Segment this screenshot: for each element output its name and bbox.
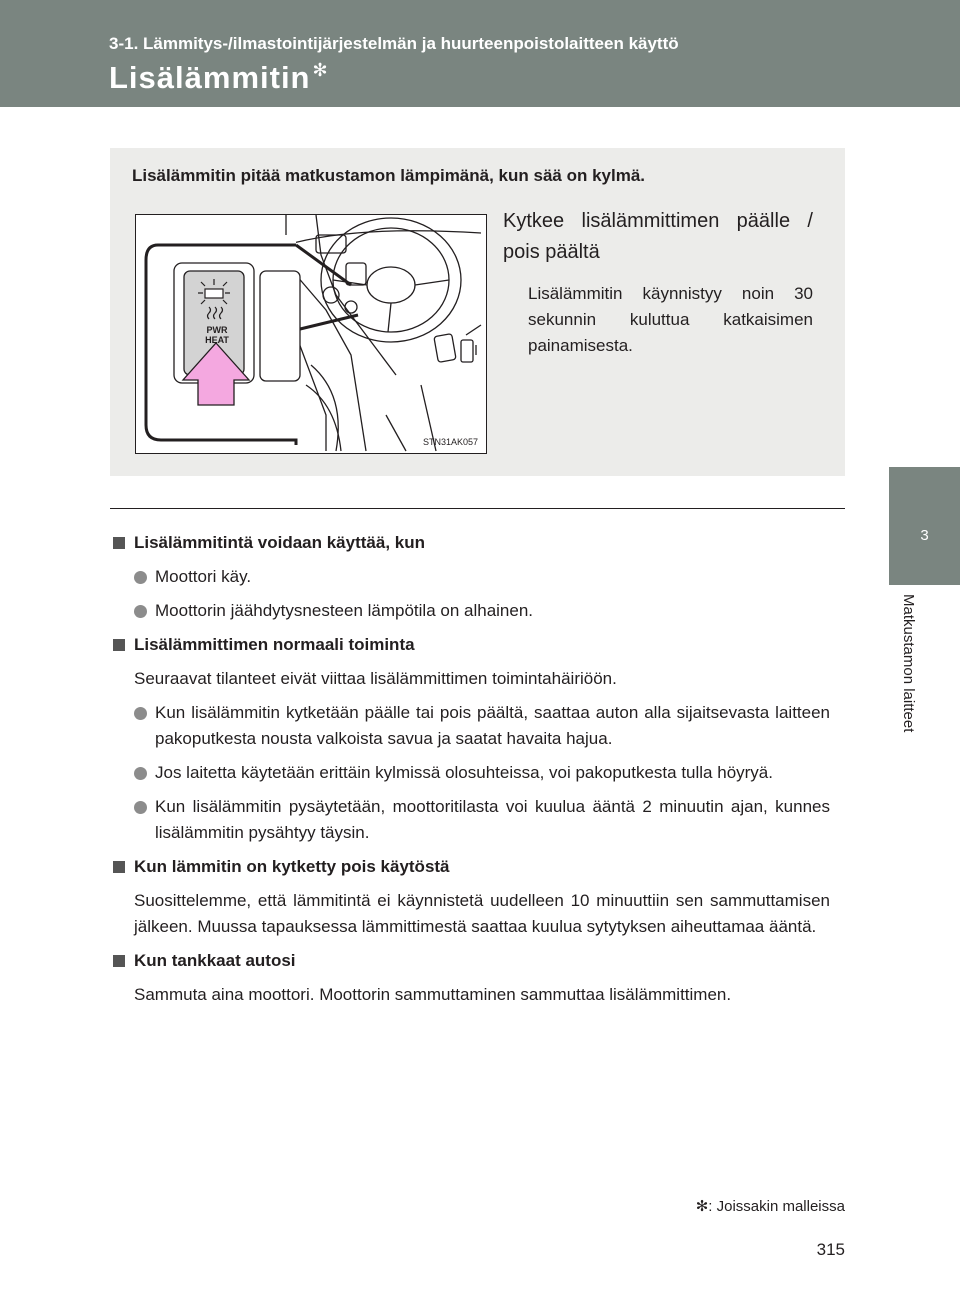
page-header bbox=[0, 0, 960, 107]
paragraph: Suosittelemme, että lämmitintä ei käynnistetä uudelleen 10 minuuttiin sen sammuttamisen jälkeen. Muussa tapauksessa lämmittimestä saattaa kuulua sytytyksen aiheuttamaa ääntä. bbox=[134, 891, 830, 936]
dashboard-illustration bbox=[136, 215, 486, 453]
button-label-heat: HEAT bbox=[205, 335, 229, 345]
square-bullet-icon bbox=[113, 537, 125, 549]
section-heading bbox=[110, 530, 830, 556]
circle-bullet-icon bbox=[134, 801, 147, 814]
bullet-text: Moottori käy. bbox=[155, 567, 252, 586]
content bbox=[110, 530, 830, 1016]
section-heading bbox=[110, 632, 830, 658]
circle-bullet-icon bbox=[134, 571, 147, 584]
button-label bbox=[202, 325, 232, 345]
bullet-text: Kun lisälämmitin pysäytetään, moottoritilasta voi kuulua ääntä 2 minuutin ajan, kunnes lisälämmitin pysähtyy täysin. bbox=[155, 797, 830, 842]
bullet-text: Jos laitetta käytetään erittäin kylmissä olosuhteissa, voi pakoputkesta tulla höyryä. bbox=[155, 763, 773, 782]
bullet-text: Moottorin jäähdytysnesteen lämpötila on alhainen. bbox=[155, 601, 534, 620]
square-bullet-icon bbox=[113, 861, 125, 873]
bullet-item bbox=[110, 760, 830, 786]
heading-text: Kun tankkaat autosi bbox=[134, 951, 296, 970]
button-label-pwr: PWR bbox=[206, 325, 228, 335]
heater-switch-figure bbox=[135, 214, 487, 454]
bullet-item bbox=[110, 794, 830, 846]
divider bbox=[110, 508, 845, 509]
square-bullet-icon bbox=[113, 639, 125, 651]
heading-text: Lisälämmitintä voidaan käyttää, kun bbox=[134, 533, 425, 552]
bullet-text: Kun lisälämmitin kytketään päälle tai pois päältä, saattaa auton alla sijaitsevasta laitteen pakoputkesta nousta valkoista savua ja saatat havaita hajua. bbox=[155, 703, 830, 748]
page-number: 315 bbox=[816, 1240, 845, 1259]
paragraph: Seuraavat tilanteet eivät viittaa lisälämmittimen toimintahäiriöön. bbox=[134, 669, 617, 688]
chapter-number: 3 bbox=[920, 527, 929, 544]
heading-text: Kun lämmitin on kytketty pois käytöstä bbox=[134, 857, 450, 876]
chapter-tab bbox=[889, 467, 960, 585]
chapter-label: Matkustamon laitteet bbox=[900, 594, 917, 733]
section-heading bbox=[110, 854, 830, 880]
section-title: 3-1. Lämmitys-/ilmastointijärjestelmän ja huurteenpoistolaitteen käyttö bbox=[109, 34, 679, 53]
bullet-item bbox=[110, 564, 830, 590]
callout-title: Kytkee lisälämmittimen päälle / pois päältä bbox=[503, 210, 813, 263]
page-title-text: Lisälämmitin bbox=[109, 60, 311, 95]
callout-description: Lisälämmitin käynnistyy noin 30 sekunnin kuluttua katkaisimen painamisesta. bbox=[528, 284, 813, 355]
circle-bullet-icon bbox=[134, 605, 147, 618]
paragraph: Sammuta aina moottori. Moottorin sammuttaminen sammuttaa lisälämmittimen. bbox=[134, 985, 732, 1004]
bullet-item bbox=[110, 598, 830, 624]
info-intro: Lisälämmitin pitää matkustamon lämpimänä, kun sää on kylmä. bbox=[132, 166, 645, 185]
asterisk-mark: ✻ bbox=[312, 60, 329, 80]
circle-bullet-icon bbox=[134, 707, 147, 720]
heading-text: Lisälämmittimen normaali toiminta bbox=[134, 635, 415, 654]
section-heading bbox=[110, 948, 830, 974]
circle-bullet-icon bbox=[134, 767, 147, 780]
square-bullet-icon bbox=[113, 955, 125, 967]
figure-code: STN31AK057 bbox=[422, 437, 478, 447]
page-title bbox=[109, 60, 329, 96]
info-box bbox=[110, 148, 845, 476]
bullet-item bbox=[110, 700, 830, 752]
footnote: ✻: Joissakin malleissa bbox=[695, 1198, 845, 1215]
